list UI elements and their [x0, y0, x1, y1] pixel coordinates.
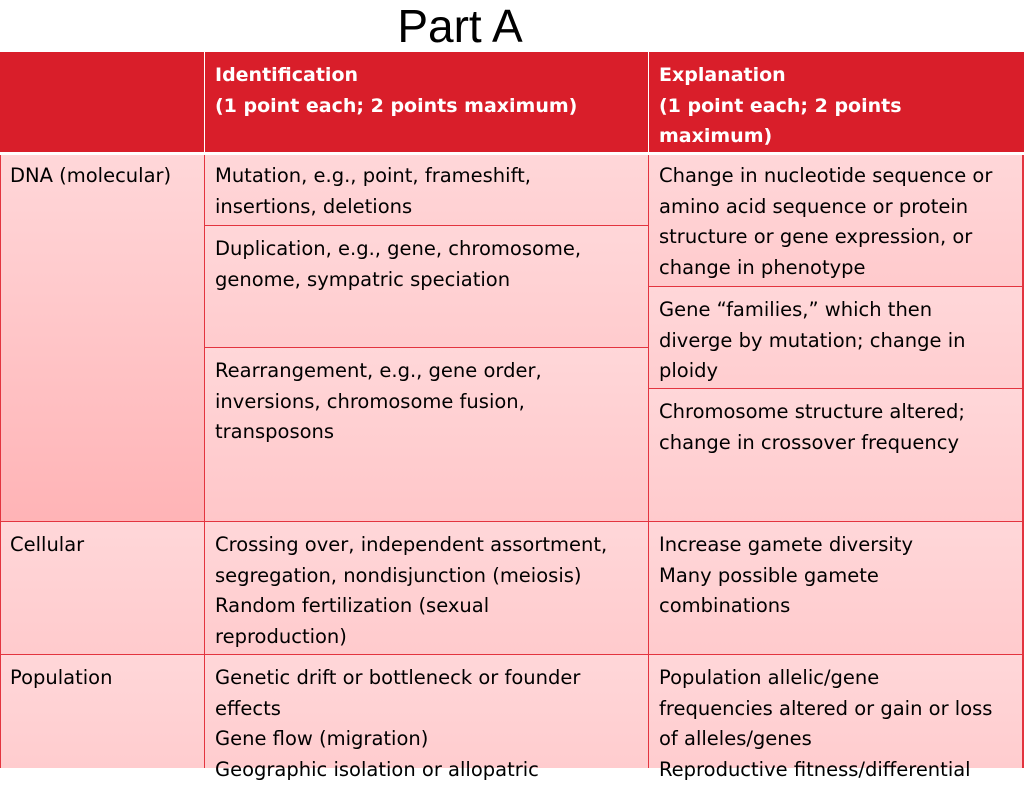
row-dna-explanation-mutation: Change in nucleotide sequence or amino acid sequence or protein structure or gene expression, or change in phenotype: [649, 153, 1024, 287]
row-population-identification: Genetic drift or bottleneck or founder effects Gene flow (migration) Geographic isolation or allopatric: [205, 655, 649, 768]
header-col-divider-2: [648, 52, 649, 153]
row-divider-expl-2: [649, 388, 1024, 389]
row-divider-duplication: [205, 347, 649, 348]
header-cell-explanation: Explanation (1 point each; 2 points maximum): [649, 52, 1024, 153]
row-population-level: Population: [0, 655, 205, 768]
row-divider-cellular-population: [0, 654, 1024, 655]
col-divider-1: [204, 155, 205, 768]
row-dna-identification-mutation: Mutation, e.g., point, frameshift, insertions, deletions: [205, 153, 649, 226]
row-divider-expl-1: [649, 286, 1024, 287]
row-dna-identification-duplication: Duplication, e.g., gene, chromosome, genome, sympatric speciation: [205, 226, 649, 348]
header-cell-identification: Identification (1 point each; 2 points maximum): [205, 52, 649, 153]
row-dna-explanation-rearrangement: Chromosome structure altered; change in crossover frequency: [649, 389, 1024, 522]
table-left-border: [0, 155, 1, 768]
row-cellular-explanation: Increase gamete diversity Many possible gamete combinations: [649, 522, 1024, 655]
row-cellular-level: Cellular: [0, 522, 205, 655]
row-cellular-identification: Crossing over, independent assortment, segregation, nondisjunction (meiosis) Random fertilization (sexual reproduction): [205, 522, 649, 655]
row-dna-explanation-duplication: Gene “families,” which then diverge by mutation; change in ploidy: [649, 287, 1024, 389]
slide-title: Part A: [397, 0, 523, 52]
row-dna-level: DNA (molecular): [0, 153, 205, 522]
header-cell-level: [0, 52, 205, 153]
header-divider: [0, 152, 1024, 155]
col-divider-2: [648, 155, 649, 768]
row-population-explanation: Population allelic/gene frequencies altered or gain or loss of alleles/genes Reproductive fitness/differential: [649, 655, 1024, 768]
row-dna-identification-rearrangement: Rearrangement, e.g., gene order, inversions, chromosome fusion, transposons: [205, 348, 649, 522]
row-divider-mutation: [205, 225, 649, 226]
row-divider-dna-cellular: [0, 521, 1024, 522]
header-col-divider-1: [204, 52, 205, 153]
